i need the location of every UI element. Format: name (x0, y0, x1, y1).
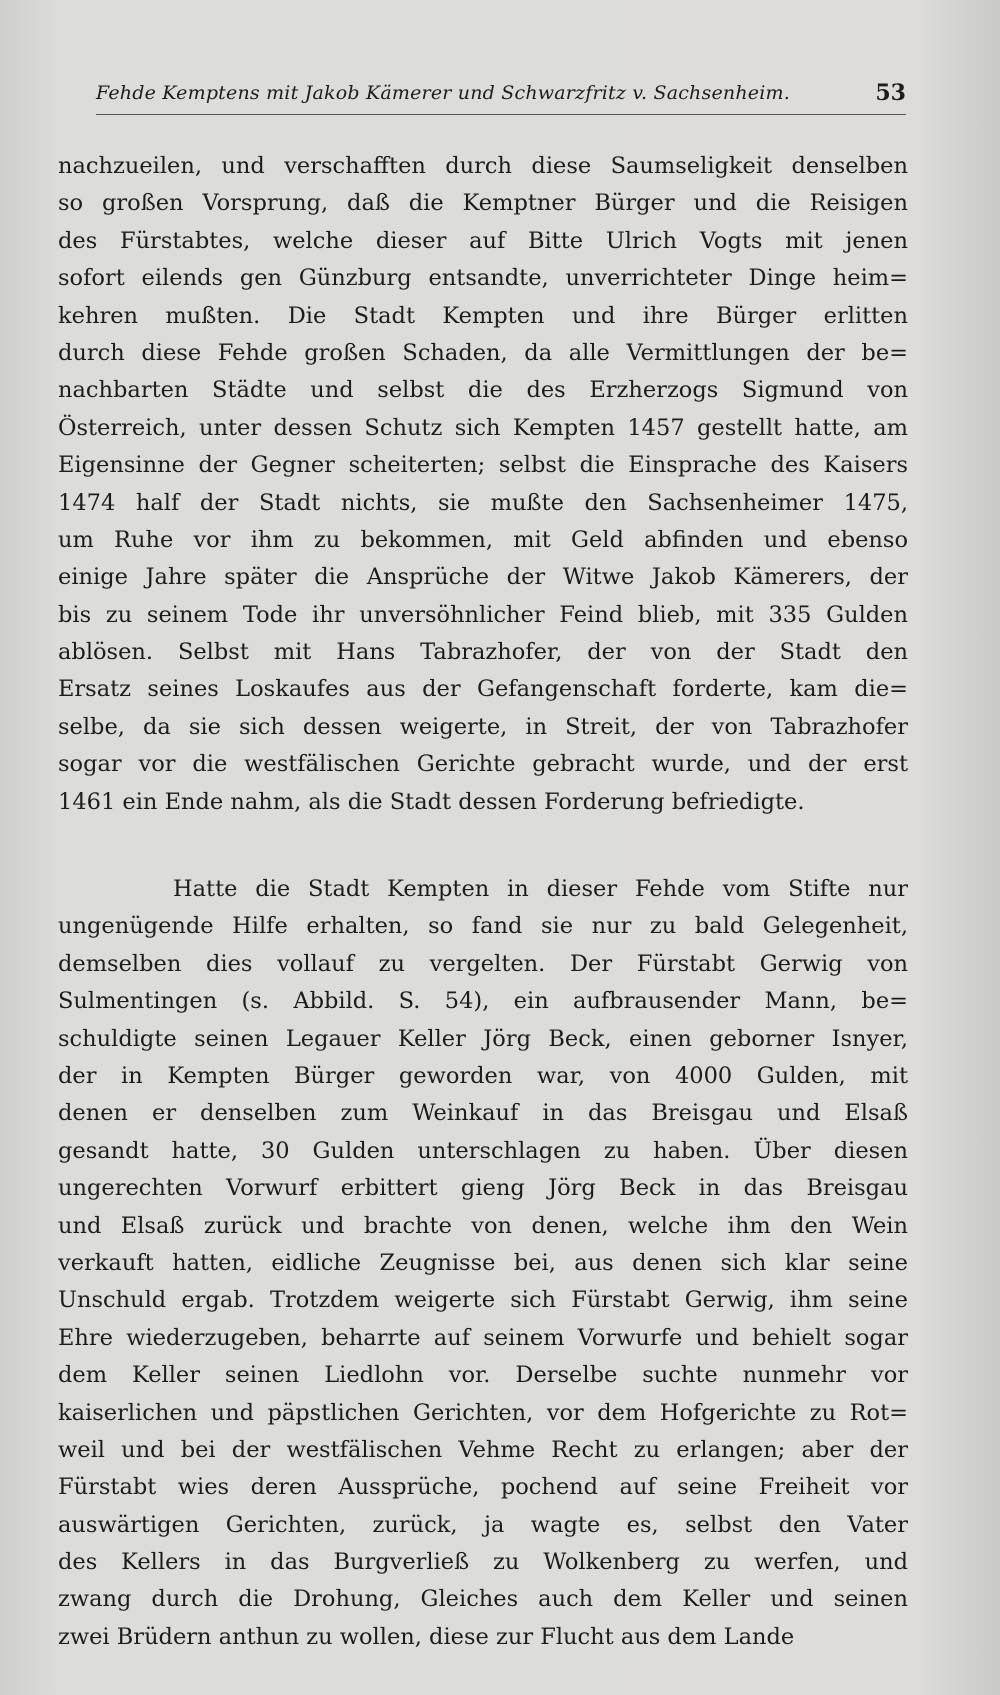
text-line: sofort eilends gen Günzburg entsandte, unverrichteter Dinge heim= (58, 265, 908, 292)
text-line: weil und bei der westfälischen Vehme Recht zu erlangen; aber der (58, 1436, 908, 1463)
text-line: dem Keller seinen Liedlohn vor. Derselbe suchte nunmehr vor (58, 1362, 908, 1389)
paragraph-gap (58, 821, 908, 871)
text-line: demselben dies vollauf zu vergelten. Der Fürstabt Gerwig von (58, 950, 908, 977)
text-line: denen er denselben zum Weinkauf in das Breisgau und Elsaß (58, 1100, 908, 1127)
text-line: kaiserlichen und päpstlichen Gerichten, vor dem Hofgerichte zu Rot= (58, 1399, 908, 1426)
text-line: einige Jahre später die Ansprüche der Witwe Jakob Kämerers, der (58, 564, 908, 591)
text-line: Fürstabt wies deren Aussprüche, pochend auf seine Freiheit vor (58, 1474, 908, 1501)
text-line: der in Kempten Bürger geworden war, von 4000 Gulden, mit (58, 1062, 908, 1089)
text-line: ungerechten Vorwurf erbittert gieng Jörg Beck in das Breisgau (58, 1175, 908, 1202)
text-line: 1461 ein Ende nahm, als die Stadt dessen Forderung befriedigte. (58, 788, 805, 815)
text-line: bis zu seinem Tode ihr unversöhnlicher Feind blieb, mit 335 Gulden (58, 601, 908, 628)
text-line: Sulmentingen (s. Abbild. S. 54), ein aufbrausender Mann, be= (58, 988, 908, 1015)
text-line: um Ruhe vor ihm zu bekommen, mit Geld abfinden und ebenso (58, 526, 908, 553)
paragraph (58, 871, 908, 1656)
text-line: ablösen. Selbst mit Hans Tabrazhofer, der von der Stadt den (58, 639, 908, 666)
text-line: schuldigte seinen Legauer Keller Jörg Beck, einen geborner Isnyer, (58, 1025, 908, 1052)
text-line: Eigensinne der Gegner scheiterten; selbst die Einsprache des Kaisers (58, 452, 908, 479)
text-line: zwei Brüdern anthun zu wollen, diese zur Flucht aus dem Lande (58, 1623, 795, 1650)
text-line: Ehre wiederzugeben, beharrte auf seinem Vorwurfe und behielt sogar (58, 1324, 908, 1351)
text-line: verkauft hatten, eidliche Zeugnisse bei, aus denen sich klar seine (58, 1249, 908, 1276)
text-line: des Fürstabtes, welche dieser auf Bitte Ulrich Vogts mit jenen (58, 227, 908, 254)
text-line: Hatte die Stadt Kempten in dieser Fehde vom Stifte nur (173, 876, 908, 903)
text-line: auswärtigen Gerichten, zurück, ja wagte es, selbst den Vater (58, 1511, 908, 1538)
page-header (96, 78, 906, 115)
text-line: nachzueilen, und verschafften durch diese Saumseligkeit denselben (58, 153, 908, 179)
paragraph (58, 148, 908, 821)
text-line: Ersatz seines Loskaufes aus der Gefangenschaft forderte, kam die= (58, 676, 908, 703)
text-line: selbe, da sie sich dessen weigerte, in Streit, der von Tabrazhofer (58, 713, 908, 740)
running-head: Fehde Kemptens mit Jakob Kämerer und Schwarzfritz v. Sachsenheim. (96, 82, 790, 104)
page-number: 53 (875, 80, 906, 106)
text-line: durch diese Fehde großen Schaden, da alle Vermittlungen der be= (58, 339, 908, 366)
text-line: Österreich, unter dessen Schutz sich Kempten 1457 gestellt hatte, am (58, 414, 908, 441)
text-line: Unschuld ergab. Trotzdem weigerte sich Fürstabt Gerwig, ihm seine (58, 1287, 908, 1314)
text-line: kehren mußten. Die Stadt Kempten und ihre Bürger erlitten (58, 302, 908, 329)
text-line: des Kellers in das Burgverließ zu Wolkenberg zu werfen, und (58, 1549, 908, 1576)
text-line: so großen Vorsprung, daß die Kemptner Bürger und die Reisigen (58, 190, 908, 217)
text-line: sogar vor die westfälischen Gerichte gebracht wurde, und der erst (58, 751, 908, 778)
text-line: ungenügende Hilfe erhalten, so fand sie nur zu bald Gelegenheit, (58, 913, 908, 940)
text-line: 1474 half der Stadt nichts, sie mußte den Sachsenheimer 1475, (58, 489, 908, 516)
text-line: zwang durch die Drohung, Gleiches auch dem Keller und seinen (58, 1586, 908, 1613)
body-text (58, 148, 908, 1656)
text-line: nachbarten Städte und selbst die des Erzherzogs Sigmund von (58, 377, 908, 404)
text-line: und Elsaß zurück und brachte von denen, welche ihm den Wein (58, 1212, 908, 1239)
text-line: gesandt hatte, 30 Gulden unterschlagen zu haben. Über diesen (58, 1137, 908, 1164)
